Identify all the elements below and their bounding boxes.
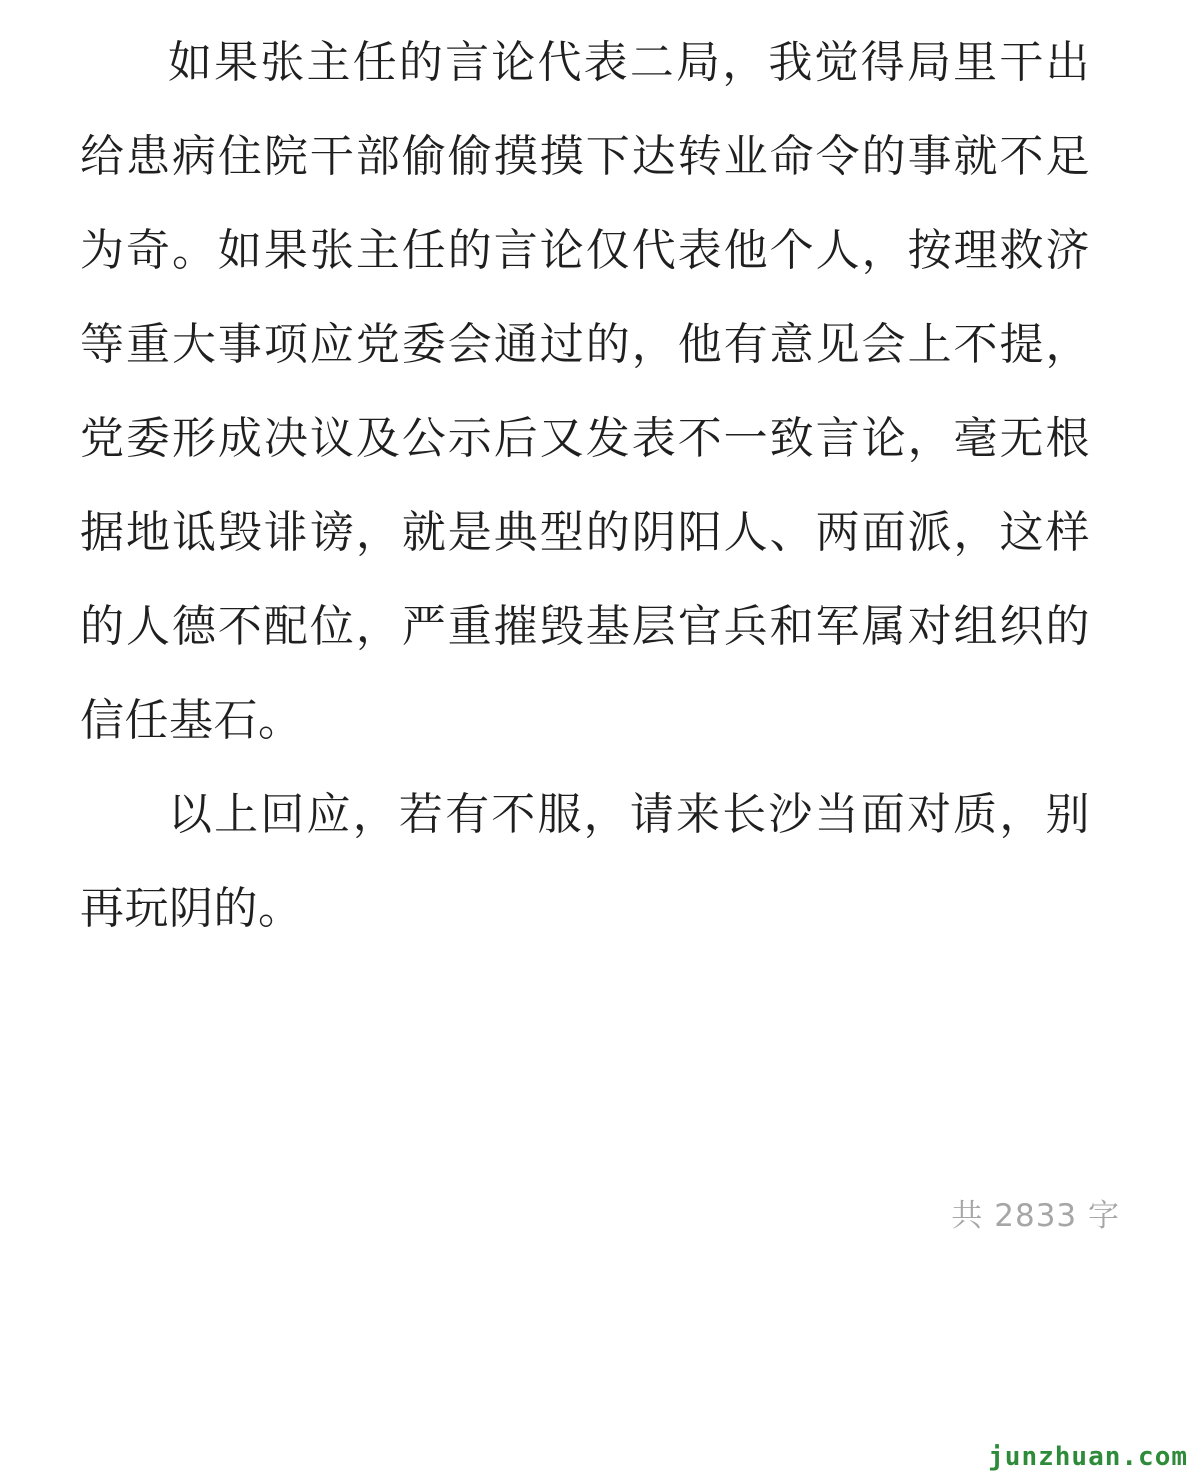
article-paragraph-1: 如果张主任的言论代表二局，我觉得局里干出给患病住院干部偷偷摸摸下达转业命令的事就不足为奇。如果张主任的言论仅代表他个人，按理救济等重大事项应党委会通过的，他有意见会上不提，党委形成决议及公示后又发表不一致言论，毫无根据地诋毁诽谤，就是典型的阴阳人、两面派，这样的人德不配位，严重摧毁基层官兵和军属对组织的信任基石。 [80, 37, 1090, 746]
article-paragraph-2: 以上回应，若有不服，请来长沙当面对质，别再玩阴的。 [80, 789, 1090, 934]
site-watermark: junzhuan.com [988, 1442, 1188, 1472]
article-body [80, 16, 1090, 956]
word-count-label: 共 2833 字 [951, 1198, 1120, 1234]
